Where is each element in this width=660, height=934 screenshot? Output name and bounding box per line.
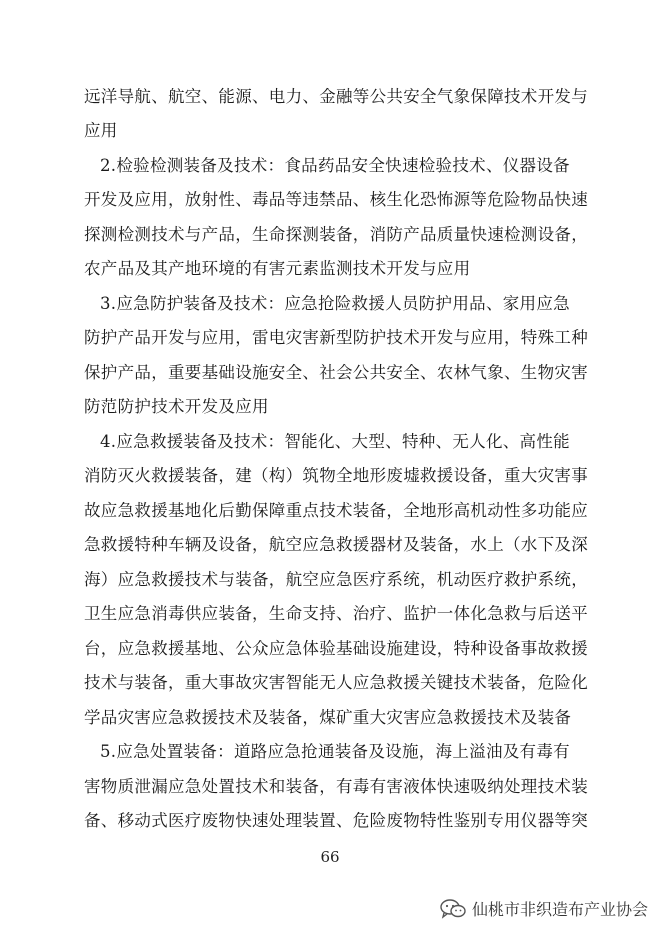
text-line: 海）应急救援技术与装备，航空应急医疗系统，机动医疗救护系统， [84, 570, 588, 589]
text-line: 学品灾害应急救援技术及装备，煤矿重大灾害应急救援技术及装备 [84, 708, 572, 727]
section-3-heading-line: 3.应急防护装备及技术：应急抢险救援人员防护用品、家用应急 [100, 294, 570, 313]
text-line: 害物质泄漏应急处置技术和装备，有毒有害液体快速吸纳处理技术装 [84, 777, 588, 796]
text-line: 保护产品，重要基础设施安全、社会公共安全、农林气象、生物灾害 [84, 363, 588, 382]
text-line: 防护产品开发与应用，雷电灾害新型防护技术开发与应用，特殊工种 [84, 328, 588, 347]
text-line: 急救援特种车辆及设备，航空应急救援器材及装备，水上（水下及深 [84, 535, 588, 554]
text-line: 开发及应用，放射性、毒品等违禁品、核生化恐怖源等危险物品快速 [84, 190, 588, 209]
text-line: 故应急救援基地化后勤保障重点技术装备，全地形高机动性多功能应 [84, 501, 588, 520]
text-line: 消防灭火救援装备，建（构）筑物全地形废墟救援设备，重大灾害事 [84, 466, 588, 485]
page-number: 66 [320, 848, 340, 866]
text-line: 备、移动式医疗废物快速处理装置、危险废物特性鉴别专用仪器等突 [84, 811, 588, 830]
text-line: 应用 [84, 121, 118, 140]
text-line: 台，应急救援基地、公众应急体验基础设施建设，特种设备事故救援 [84, 639, 588, 658]
watermark [440, 897, 648, 920]
text-line: 防范防护技术开发及应用 [84, 397, 269, 416]
text-line: 卫生应急消毒供应装备，生命支持、治疗、监护一体化急救与后送平 [84, 604, 588, 623]
text-line: 农产品及其产地环境的有害元素监测技术开发与应用 [84, 259, 471, 278]
text-line: 探测检测技术与产品，生命探测装备，消防产品质量快速检测设备， [84, 225, 588, 244]
watermark-text: 仙桃市非织造布产业协会 [471, 900, 648, 919]
section-4-heading-line: 4.应急救援装备及技术：智能化、大型、特种、无人化、高性能 [100, 432, 570, 451]
text-line: 远洋导航、航空、能源、电力、金融等公共安全气象保障技术开发与 [84, 87, 588, 106]
text-line: 技术与装备，重大事故灾害智能无人应急救援关键技术装备，危险化 [84, 673, 588, 692]
section-2-heading-line: 2.检验检测装备及技术：食品药品安全快速检验技术、仪器设备 [100, 156, 570, 175]
wechat-icon [440, 899, 466, 919]
section-5-heading-line: 5.应急处置装备：道路应急抢通装备及设施，海上溢油及有毒有 [100, 742, 570, 761]
